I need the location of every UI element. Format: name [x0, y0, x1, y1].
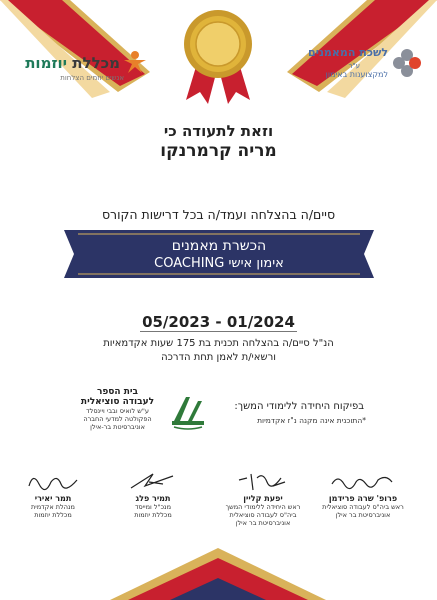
logo-brand: מכללת יוזמות [25, 54, 120, 72]
signature-scribble [23, 470, 83, 492]
signer-org: מכללת יוזמות [34, 511, 72, 519]
school-line2: לעבודה סוציאלית [80, 397, 155, 407]
signer-role: ראש היחידה ללימודי המשך [225, 503, 301, 511]
signature-block [108, 470, 198, 519]
course-banner [64, 230, 374, 278]
hours-note: הנ"ל סיים/ה בהצלחה תכנית בת 175 שעות אקדמאיות [103, 338, 334, 349]
school-line3: ע"ש לואיס ובבי ויינסלד [86, 407, 149, 415]
signer-role: ראש ביה"ס לעבודה סוציאלית [322, 503, 404, 511]
logo-sub-small: ע"ר [348, 62, 360, 70]
bar-ilan-logo-icon [170, 391, 206, 431]
supervision-note: ורשאי/ת לאמן תחת הדרכה [161, 352, 276, 363]
course-title-line2: אימון אישי COACHING [154, 256, 284, 271]
signer-name: תמיר פלג [135, 494, 171, 503]
certifies-line: וזאת לתעודה כי [163, 122, 274, 140]
signer-name: פרופ' שרה פרידמן [328, 494, 398, 503]
flower-cross-icon [392, 48, 422, 78]
yozmot-college-logo [14, 42, 164, 86]
course-dates: 05/2023 - 01/2024 [142, 313, 295, 331]
signer-org: אוניברסיטת בר אילן [335, 511, 391, 519]
course-title-line1: הכשרת מאמנים [171, 238, 267, 254]
gold-medal-icon [168, 0, 268, 106]
school-line5: אוניברסיטת בר-אילן [90, 423, 145, 431]
supervision-line2: *התוכנית אינה מקנה נ"ז אקדמיות [257, 416, 366, 425]
school-line4: הפקולטה למדעי החברה [83, 415, 152, 423]
school-of-social-work [70, 387, 165, 431]
signature-block [318, 470, 408, 519]
signer-name: יפעת קליין [243, 494, 283, 503]
divider [140, 331, 297, 332]
recipient-name: מריה קרמרנקו [160, 141, 277, 161]
school-line1: בית הספר [96, 387, 139, 397]
figure-star-icon [122, 50, 148, 74]
signature-scribble [328, 470, 398, 492]
signature-block [8, 470, 98, 519]
signer-org: מכללת יוזמות [134, 511, 172, 519]
supervision-line1: בפיקוח היחידה ללימודי המשך: [234, 401, 364, 412]
logo-sub: למקצוענות באימון [325, 70, 388, 79]
logo-tagline: אנשים יוזמים הצלחות [60, 74, 124, 82]
signer-role: מנהלת אקדמית [31, 503, 75, 511]
signer-role: מנכ"ל ומייסד [134, 503, 172, 511]
signer-institution: אוניברסיטת בר אילן [235, 519, 291, 527]
signature-scribble [123, 470, 183, 492]
logo-name: לשכת המאמנים [308, 46, 388, 59]
signer-org: ביה"ס לעבודה סוציאלית [229, 511, 297, 519]
signature-scribble [233, 470, 293, 492]
signer-name: תמר יאירי [34, 494, 72, 503]
coaches-chamber-logo [286, 42, 426, 86]
signature-block [218, 470, 308, 527]
completion-line: סיים/ה בהצלחה ועמד/ה בכל דרישות הקורס [101, 207, 336, 222]
